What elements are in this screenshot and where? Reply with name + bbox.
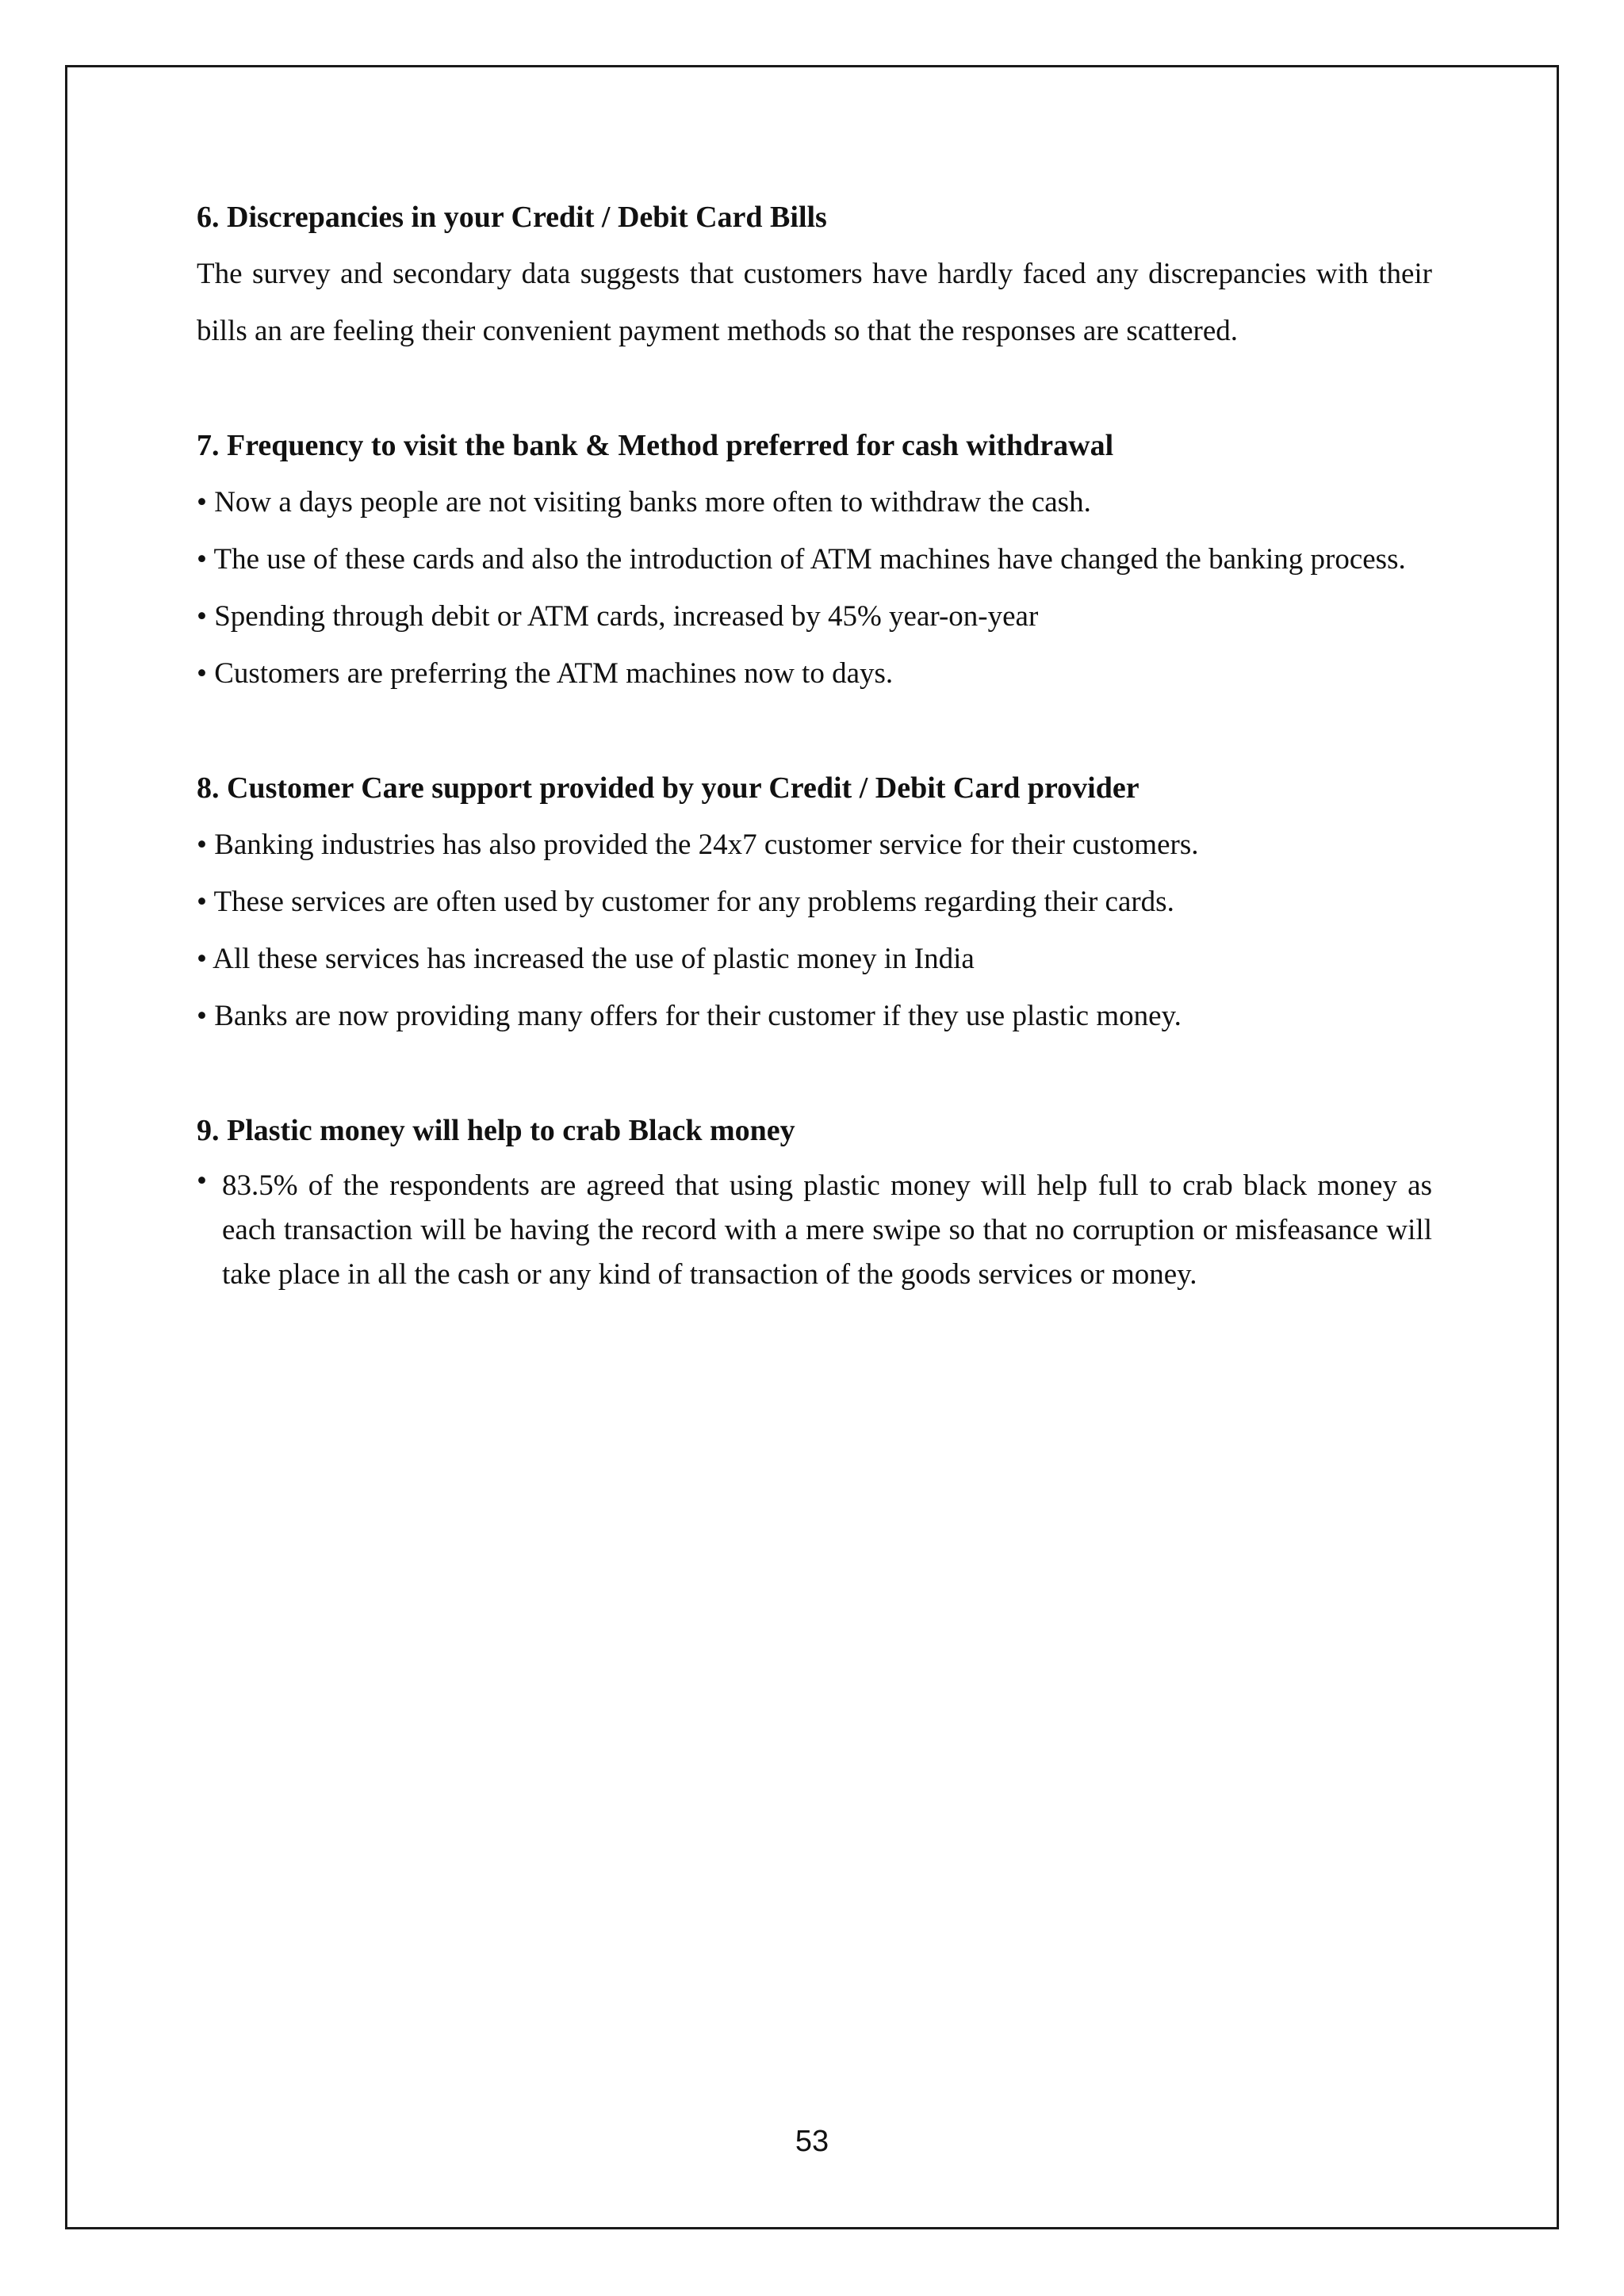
- list-item: • The use of these cards and also the introduction of ATM machines have changed the banking process.: [197, 543, 1406, 576]
- bullet-dot-icon: •: [197, 1165, 207, 1197]
- list-item: [197, 1159, 1432, 1297]
- section-heading: 7. Frequency to visit the bank & Method preferred for cash withdrawal: [197, 429, 1114, 462]
- list-item-text: 83.5% of the respondents are agreed that using plastic money will help full to crab black money as each transaction will be having the record with a mere swipe so that no corruption or misfeasance will take place in all the cash or any kind of transaction of the goods services or money.: [222, 1169, 1432, 1291]
- spacer: [197, 360, 1432, 417]
- section-heading: 8. Customer Care support provided by your Credit / Debit Card provider: [197, 771, 1139, 805]
- section-heading: 9. Plastic money will help to crab Black money: [197, 1114, 795, 1147]
- list-item: • Banks are now providing many offers for their customer if they use plastic money.: [197, 1000, 1182, 1032]
- list-item: • These services are often used by customer for any problems regarding their cards.: [197, 886, 1174, 918]
- list-item: • Now a days people are not visiting banks more often to withdraw the cash.: [197, 486, 1091, 519]
- spacer: [197, 702, 1432, 760]
- section-paragraph: The survey and secondary data suggests that customers have hardly faced any discrepancies with their bills an are feeling their convenient payment methods so that the responses are scattered.: [197, 258, 1432, 347]
- section-heading: 6. Discrepancies in your Credit / Debit Card Bills: [197, 201, 827, 234]
- spacer: [197, 1045, 1432, 1102]
- list-item: • Banking industries has also provided the 24x7 customer service for their customers.: [197, 828, 1199, 861]
- section-discrepancies: [197, 189, 1432, 360]
- list-item: • Customers are preferring the ATM machines now to days.: [197, 657, 894, 690]
- list-item: • Spending through debit or ATM cards, increased by 45% year-on-year: [197, 600, 1039, 633]
- list-item: • All these services has increased the use of plastic money in India: [197, 943, 975, 975]
- page-content: [197, 189, 1432, 1297]
- section-black-money: [197, 1102, 1432, 1297]
- section-customer-care: [197, 760, 1432, 1045]
- page-number: 53: [795, 2125, 829, 2158]
- section-frequency: [197, 417, 1432, 702]
